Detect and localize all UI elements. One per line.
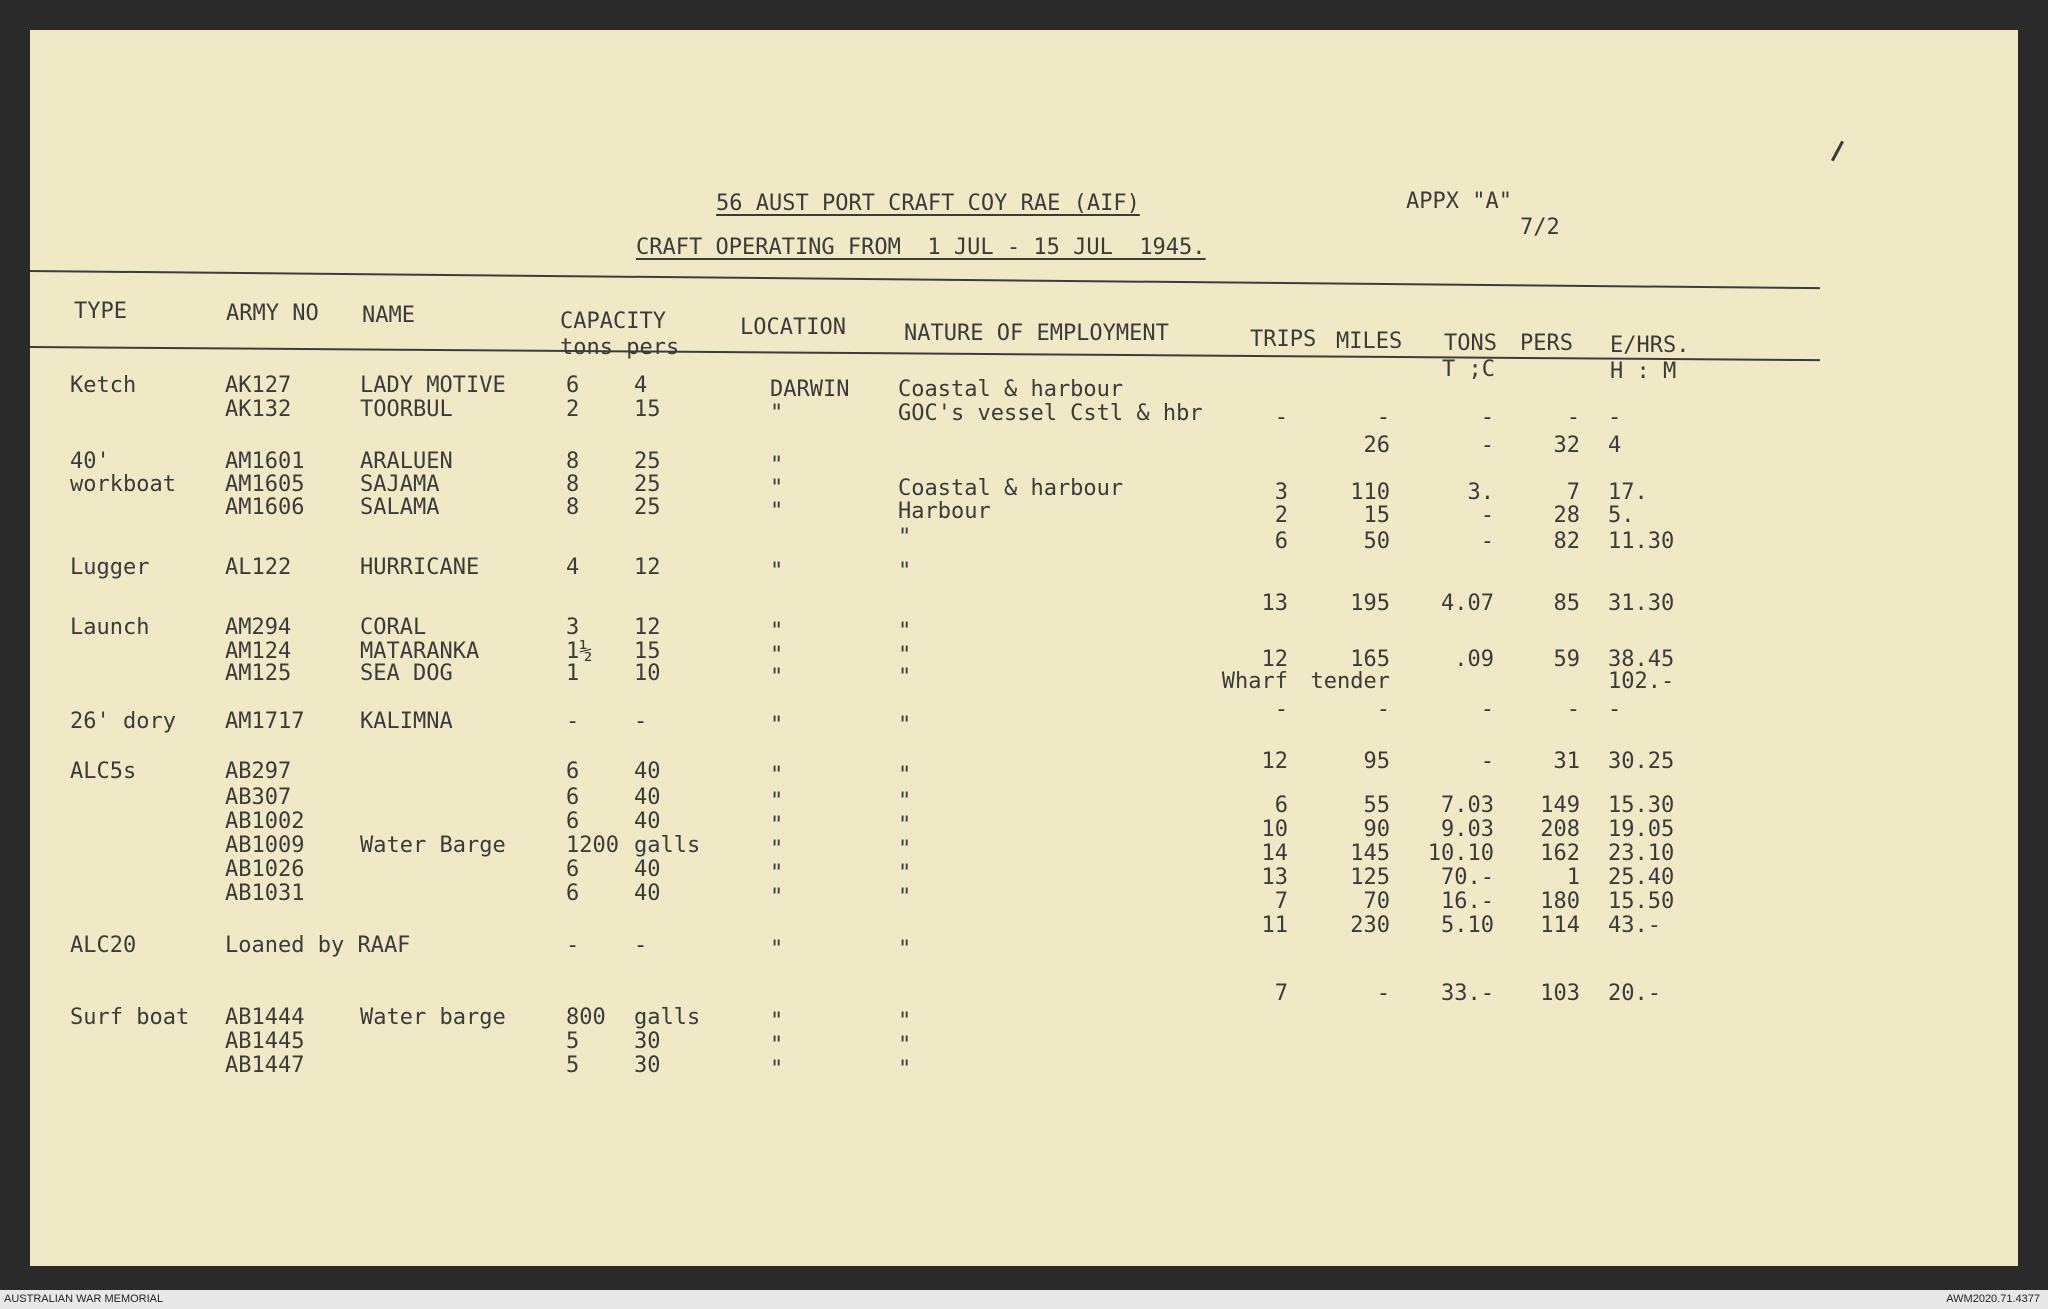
- cell-tons: -: [1480, 697, 1494, 722]
- cell-army-no: Loaned by RAAF: [225, 933, 411, 958]
- cell-ehrs: 4: [1608, 433, 1622, 458]
- cell-trips: -: [1274, 405, 1288, 430]
- cell-ehrs: 15.50: [1608, 889, 1675, 914]
- cell-type: 40': [70, 449, 110, 474]
- cell-cap-tons: 8: [566, 472, 580, 497]
- cell-location: ": [770, 476, 784, 501]
- cell-miles: 125: [1350, 865, 1390, 890]
- cell-cap-tons: 6: [566, 373, 580, 398]
- cell-pers: 32: [1553, 433, 1580, 458]
- cell-name: ARALUEN: [360, 449, 453, 474]
- cell-army-no: AB1445: [225, 1029, 305, 1054]
- cell-ehrs: 43.-: [1608, 913, 1661, 938]
- cell-nature: ": [898, 861, 912, 886]
- document-title: 56 AUST PORT CRAFT COY RAE (AIF): [716, 191, 1140, 216]
- header-capacity: CAPACITY: [560, 309, 666, 334]
- cell-pers: 1: [1566, 865, 1580, 890]
- cell-ehrs: 5.: [1608, 503, 1635, 528]
- cell-name: SAJAMA: [360, 472, 440, 497]
- cell-cap-pers: galls: [634, 1005, 701, 1030]
- cell-ehrs: 102.-: [1608, 669, 1675, 694]
- header-tons-sub: T ;C: [1442, 357, 1495, 382]
- cell-cap-pers: 25: [634, 472, 661, 497]
- cell-trips: 12: [1261, 647, 1288, 672]
- cell-tons: -: [1480, 433, 1494, 458]
- cell-ehrs: 19.05: [1608, 817, 1675, 842]
- cell-cap-tons: 4: [566, 555, 580, 580]
- cell-cap-tons: 6: [566, 809, 580, 834]
- cell-miles: -: [1376, 697, 1390, 722]
- cell-name: MATARANKA: [360, 639, 480, 664]
- cell-trips: 13: [1261, 865, 1288, 890]
- header-location: LOCATION: [740, 315, 846, 340]
- cell-pers: 7: [1566, 480, 1580, 505]
- cell-tons: 5.10: [1441, 913, 1494, 938]
- cell-name: LADY MOTIVE: [360, 373, 506, 398]
- cell-army-no: AM124: [225, 639, 292, 664]
- cell-cap-tons: 5: [566, 1053, 580, 1078]
- cell-ehrs: 25.40: [1608, 865, 1675, 890]
- cell-cap-pers: 15: [634, 397, 661, 422]
- cell-nature: ": [898, 665, 912, 690]
- cell-cap-tons: 8: [566, 495, 580, 520]
- cell-nature: Coastal & harbour: [898, 377, 1124, 402]
- cell-ehrs: 17.: [1608, 480, 1648, 505]
- cell-trips: 7: [1274, 981, 1288, 1006]
- cell-name: CORAL: [360, 615, 427, 640]
- cell-nature: ": [898, 813, 912, 838]
- cell-cap-pers: 30: [634, 1053, 661, 1078]
- cell-miles: 15: [1363, 503, 1390, 528]
- cell-cap-tons: 8: [566, 449, 580, 474]
- cell-ehrs: -: [1608, 697, 1622, 722]
- header-top-rule: [30, 270, 1820, 289]
- cell-nature: ": [898, 559, 912, 584]
- cell-location: ": [770, 665, 784, 690]
- cell-type: 26' dory: [70, 709, 176, 734]
- cell-cap-tons: 5: [566, 1029, 580, 1054]
- cell-tons: 9.03: [1441, 817, 1494, 842]
- cell-pers: 208: [1540, 817, 1580, 842]
- cell-tons: 3.: [1467, 480, 1494, 505]
- cell-type: Launch: [70, 615, 150, 640]
- cell-nature: ": [898, 643, 912, 668]
- cell-cap-pers: -: [634, 709, 648, 734]
- cell-miles: -: [1376, 981, 1390, 1006]
- header-capacity-sub: tons pers: [560, 335, 680, 360]
- cell-pers: -: [1566, 697, 1580, 722]
- cell-miles: 145: [1350, 841, 1390, 866]
- cell-nature: Coastal & harbour: [898, 476, 1124, 501]
- cell-trips: 10: [1261, 817, 1288, 842]
- cell-ehrs: 15.30: [1608, 793, 1675, 818]
- cell-ehrs: 23.10: [1608, 841, 1675, 866]
- cell-cap-tons: 6: [566, 857, 580, 882]
- header-name: NAME: [362, 303, 415, 328]
- cell-miles: tender: [1310, 669, 1390, 694]
- cell-trips: 14: [1261, 841, 1288, 866]
- cell-cap-pers: 40: [634, 881, 661, 906]
- cell-cap-pers: 40: [634, 759, 661, 784]
- cell-location: ": [770, 499, 784, 524]
- cell-name: KALIMNA: [360, 709, 453, 734]
- cell-ehrs: 30.25: [1608, 749, 1675, 774]
- cell-location: ": [770, 885, 784, 910]
- reference-number: 7/2: [1520, 215, 1560, 240]
- cell-cap-pers: 25: [634, 495, 661, 520]
- appendix-label: APPX "A": [1406, 189, 1512, 214]
- header-army-no: ARMY NO: [226, 301, 319, 326]
- cell-pers: 28: [1553, 503, 1580, 528]
- cell-army-no: AB297: [225, 759, 292, 784]
- cell-location: ": [770, 861, 784, 886]
- cell-ehrs: 31.30: [1608, 591, 1675, 616]
- cell-type: ALC5s: [70, 759, 137, 784]
- cell-cap-tons: 1200: [566, 833, 619, 858]
- cell-cap-pers: 12: [634, 615, 661, 640]
- cell-army-no: AB1026: [225, 857, 305, 882]
- cell-location: ": [770, 813, 784, 838]
- cell-tons: .09: [1454, 647, 1494, 672]
- cell-nature: ": [898, 1057, 912, 1082]
- cell-tons: 4.07: [1441, 591, 1494, 616]
- header-ehrs-sub: H : M: [1610, 359, 1677, 384]
- cell-trips: 13: [1261, 591, 1288, 616]
- cell-miles: -: [1376, 405, 1390, 430]
- cell-cap-pers: 12: [634, 555, 661, 580]
- cell-army-no: AB1002: [225, 809, 305, 834]
- cell-cap-pers: 10: [634, 661, 661, 686]
- cell-location: ": [770, 937, 784, 962]
- cell-trips: 6: [1274, 529, 1288, 554]
- cell-pers: 162: [1540, 841, 1580, 866]
- cell-miles: 95: [1363, 749, 1390, 774]
- cell-type: workboat: [70, 472, 176, 497]
- cell-cap-tons: 6: [566, 785, 580, 810]
- cell-army-no: AM1601: [225, 449, 305, 474]
- cell-location: ": [770, 713, 784, 738]
- header-ehrs: E/HRS.: [1610, 333, 1690, 358]
- cell-pers: 82: [1553, 529, 1580, 554]
- cell-cap-pers: 40: [634, 785, 661, 810]
- cell-name: Water barge: [360, 1005, 506, 1030]
- cell-army-no: AB1444: [225, 1005, 305, 1030]
- cell-pers: 180: [1540, 889, 1580, 914]
- cell-army-no: AM1717: [225, 709, 305, 734]
- cell-location: DARWIN: [770, 377, 850, 402]
- cell-tons: -: [1480, 405, 1494, 430]
- cell-tons: 33.-: [1441, 981, 1494, 1006]
- cell-cap-tons: 6: [566, 759, 580, 784]
- cell-nature: ": [898, 525, 912, 550]
- cell-type: Ketch: [70, 373, 137, 398]
- cell-nature: ": [898, 885, 912, 910]
- cell-pers: 59: [1553, 647, 1580, 672]
- cell-location: ": [770, 643, 784, 668]
- cell-cap-tons: 6: [566, 881, 580, 906]
- cell-cap-pers: 40: [634, 857, 661, 882]
- footer-accession-number: AWM2020.71.4377: [1946, 1293, 2040, 1305]
- cell-nature: ": [898, 789, 912, 814]
- cell-location: ": [770, 763, 784, 788]
- cell-miles: 110: [1350, 480, 1390, 505]
- cell-pers: 31: [1553, 749, 1580, 774]
- cell-army-no: AM1606: [225, 495, 305, 520]
- cell-nature: ": [898, 1009, 912, 1034]
- page-footer: [0, 1290, 2048, 1309]
- cell-trips: -: [1274, 697, 1288, 722]
- cell-pers: 149: [1540, 793, 1580, 818]
- cell-cap-tons: 1½: [566, 639, 593, 664]
- cell-cap-pers: 30: [634, 1029, 661, 1054]
- cell-tons: 10.10: [1427, 841, 1494, 866]
- cell-location: ": [770, 619, 784, 644]
- footer-institution: AUSTRALIAN WAR MEMORIAL: [4, 1293, 164, 1305]
- header-tons: TONS: [1444, 331, 1497, 356]
- cell-tons: 16.-: [1441, 889, 1494, 914]
- cell-army-no: AM125: [225, 661, 292, 686]
- cell-ehrs: 11.30: [1608, 529, 1675, 554]
- cell-location: ": [770, 401, 784, 426]
- cell-cap-tons: -: [566, 709, 580, 734]
- cell-cap-pers: 15: [634, 639, 661, 664]
- cell-location: ": [770, 453, 784, 478]
- cell-army-no: AM294: [225, 615, 292, 640]
- cell-name: SALAMA: [360, 495, 440, 520]
- cell-location: ": [770, 559, 784, 584]
- cell-army-no: AL122: [225, 555, 292, 580]
- cell-ehrs: 20.-: [1608, 981, 1661, 1006]
- cell-tons: 70.-: [1441, 865, 1494, 890]
- cell-location: ": [770, 1057, 784, 1082]
- cell-tons: -: [1480, 529, 1494, 554]
- cell-location: ": [770, 789, 784, 814]
- cell-nature: ": [898, 837, 912, 862]
- cell-location: ": [770, 837, 784, 862]
- cell-pers: -: [1566, 405, 1580, 430]
- cell-army-no: AM1605: [225, 472, 305, 497]
- cell-ehrs: -: [1608, 405, 1622, 430]
- cell-pers: 85: [1553, 591, 1580, 616]
- cell-army-no: AK127: [225, 373, 292, 398]
- cell-type: ALC20: [70, 933, 137, 958]
- cell-cap-tons: 800: [566, 1005, 606, 1030]
- cell-nature: Harbour: [898, 499, 991, 524]
- cell-trips: Wharf: [1221, 669, 1288, 694]
- cell-nature: GOC's vessel Cstl & hbr: [898, 401, 1203, 426]
- header-miles: MILES: [1336, 329, 1403, 354]
- cell-miles: 90: [1363, 817, 1390, 842]
- cell-pers: 114: [1540, 913, 1580, 938]
- cell-miles: 50: [1363, 529, 1390, 554]
- cell-cap-tons: 3: [566, 615, 580, 640]
- cell-cap-pers: 40: [634, 809, 661, 834]
- cell-army-no: AB1009: [225, 833, 305, 858]
- cell-nature: ": [898, 763, 912, 788]
- cell-army-no: AB307: [225, 785, 292, 810]
- cell-miles: 26: [1363, 433, 1390, 458]
- cell-cap-tons: 1: [566, 661, 580, 686]
- cell-miles: 195: [1350, 591, 1390, 616]
- cell-trips: 2: [1274, 503, 1288, 528]
- cell-army-no: AK132: [225, 397, 292, 422]
- cell-name: Water Barge: [360, 833, 506, 858]
- cell-trips: 3: [1274, 480, 1288, 505]
- cell-location: ": [770, 1033, 784, 1058]
- cell-location: ": [770, 1009, 784, 1034]
- cell-name: SEA DOG: [360, 661, 453, 686]
- cell-cap-pers: -: [634, 933, 648, 958]
- cell-cap-pers: 25: [634, 449, 661, 474]
- cell-trips: 7: [1274, 889, 1288, 914]
- header-nature: NATURE OF EMPLOYMENT: [904, 321, 1169, 346]
- cell-army-no: AB1031: [225, 881, 305, 906]
- cell-tons: -: [1480, 749, 1494, 774]
- pencil-tick-mark: [1831, 141, 1844, 162]
- cell-ehrs: 38.45: [1608, 647, 1675, 672]
- cell-nature: ": [898, 713, 912, 738]
- cell-cap-tons: -: [566, 933, 580, 958]
- header-type: TYPE: [74, 299, 127, 324]
- cell-name: HURRICANE: [360, 555, 480, 580]
- cell-nature: ": [898, 619, 912, 644]
- cell-type: Surf boat: [70, 1005, 190, 1030]
- cell-miles: 70: [1363, 889, 1390, 914]
- cell-pers: 103: [1540, 981, 1580, 1006]
- cell-miles: 165: [1350, 647, 1390, 672]
- cell-nature: ": [898, 1033, 912, 1058]
- cell-miles: 55: [1363, 793, 1390, 818]
- header-trips: TRIPS: [1250, 327, 1317, 352]
- cell-cap-tons: 2: [566, 397, 580, 422]
- cell-cap-pers: 4: [634, 373, 648, 398]
- cell-miles: 230: [1350, 913, 1390, 938]
- document-subtitle: CRAFT OPERATING FROM 1 JUL - 15 JUL 1945.: [636, 235, 1206, 260]
- cell-nature: ": [898, 937, 912, 962]
- cell-trips: 6: [1274, 793, 1288, 818]
- cell-cap-pers: galls: [634, 833, 701, 858]
- cell-tons: -: [1480, 503, 1494, 528]
- cell-trips: 11: [1261, 913, 1288, 938]
- cell-type: Lugger: [70, 555, 150, 580]
- cell-name: TOORBUL: [360, 397, 453, 422]
- cell-army-no: AB1447: [225, 1053, 305, 1078]
- header-pers: PERS: [1520, 331, 1573, 356]
- cell-tons: 7.03: [1441, 793, 1494, 818]
- cell-trips: 12: [1261, 749, 1288, 774]
- document-sheet: [30, 30, 2018, 1266]
